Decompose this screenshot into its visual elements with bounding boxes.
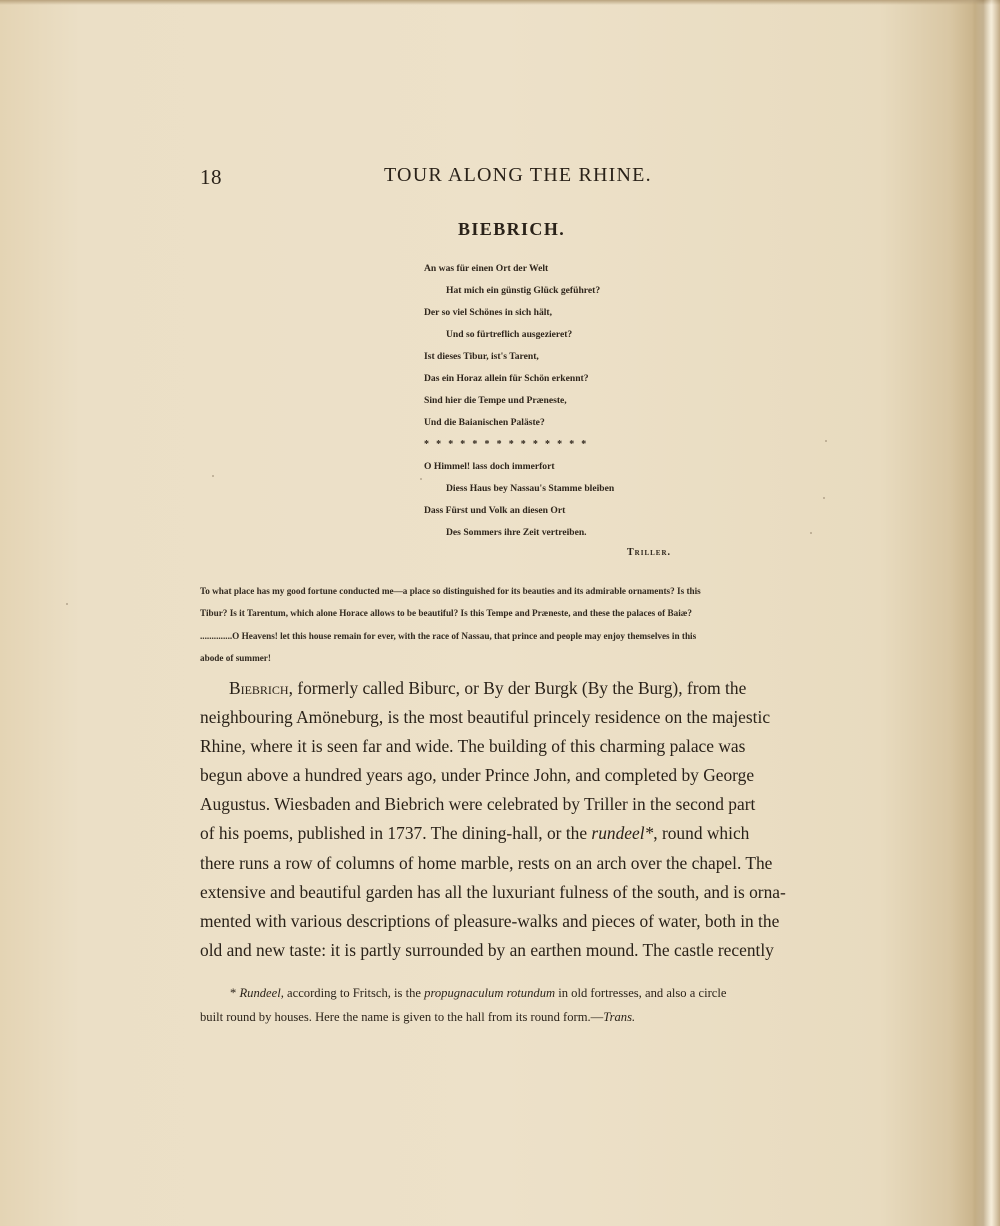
- footnote-signature: Trans.: [603, 1010, 636, 1024]
- body-line-text: , round which: [653, 823, 750, 844]
- footnote-text: built round by houses. Here the name is given to the hall from its round form.—: [200, 1010, 604, 1024]
- paper-speck: [212, 475, 214, 477]
- poem: [424, 258, 724, 544]
- poem-line: Des Sommers ihre Zeit vertreiben.: [446, 527, 587, 538]
- poem-line: Und so fürtreflich ausgezieret?: [446, 329, 573, 340]
- poem-asterisk-divider: * * * * * * * * * * * * * *: [424, 439, 589, 450]
- translation-line: To what place has my good fortune conducted me—a place so distinguished for its beauties and its admirable ornaments? Is this: [200, 586, 701, 596]
- body-line: there runs a row of columns of home marble, rests on an arch over the chapel. The: [200, 852, 773, 873]
- poem-line: Sind hier die Tempe und Præneste,: [424, 395, 567, 406]
- body-line: old and new taste: it is partly surrounded by an earthen mound. The castle recently: [200, 939, 774, 960]
- footnote: [200, 981, 840, 1029]
- paper-speck: [823, 497, 825, 499]
- body-line: Rhine, where it is seen far and wide. The building of this charming palace was: [200, 736, 746, 757]
- translation-line: ..............O Heavens! let this house remain for ever, with the race of Nassau, that prince and people may enjoy themselves in this: [200, 630, 697, 641]
- section-title: BIEBRICH.: [458, 219, 566, 239]
- poem-line: Das ein Horaz allein für Schön erkennt?: [424, 373, 589, 384]
- running-title: TOUR ALONG THE RHINE.: [384, 164, 652, 186]
- poem-line: Und die Baianischen Paläste?: [424, 417, 545, 428]
- lead-word: Biebrich,: [229, 678, 293, 698]
- body-line: begun above a hundred years ago, under Prince John, and completed by George: [200, 765, 755, 786]
- footnote-line: [200, 1005, 840, 1029]
- footnote-latin: propugnaculum rotundum: [424, 986, 556, 1000]
- poem-line: Dass Fürst und Volk an diesen Ort: [424, 505, 566, 516]
- translation-line: Tibur? Is it Tarentum, which alone Horace allows to be beautiful? Is this Tempe and Præneste, and these the palaces of Baiæ?: [200, 608, 692, 619]
- footnote-term: Rundeel,: [239, 986, 284, 1000]
- body-line: neighbouring Amöneburg, is the most beautiful princely residence on the majestic: [200, 707, 771, 728]
- poem-line: An was für einen Ort der Welt: [424, 263, 549, 274]
- poem-line: Hat mich ein günstig Glück geführet?: [446, 285, 601, 296]
- poem-translation: [200, 580, 834, 669]
- body-line: extensive and beautiful garden has all the luxuriant fulness of the south, and is orna-: [200, 881, 786, 902]
- footnote-line: [200, 981, 840, 1005]
- page-number: 18: [200, 165, 222, 189]
- poem-line: Ist dieses Tibur, ist's Tarent,: [424, 351, 539, 362]
- body-line: [200, 819, 834, 848]
- translation-line: abode of summer!: [200, 652, 271, 663]
- footnote-text: according to Fritsch, is the: [283, 986, 425, 1000]
- footnote-text: in old fortresses, and also a circle: [555, 986, 727, 1000]
- paper-speck: [66, 603, 68, 605]
- poem-line: O Himmel! lass doch immerfort: [424, 461, 555, 472]
- body-line-text: of his poems, published in 1737. The dining-hall, or the: [200, 823, 592, 844]
- poem-attribution: Triller.: [627, 547, 672, 558]
- poem-line: Diess Haus bey Nassau's Stamme bleiben: [446, 483, 615, 494]
- footnote-reference: rundeel*: [591, 823, 654, 844]
- body-line-text: formerly called Biburc, or By der Burgk (By the Burg), from the: [292, 678, 747, 698]
- footnote-marker: *: [230, 986, 240, 1000]
- body-paragraph: [200, 674, 834, 965]
- body-line: Augustus. Wiesbaden and Biebrich were celebrated by Triller in the second part: [200, 794, 756, 815]
- paper-speck: [825, 440, 827, 442]
- page-top-edge: [0, 0, 1000, 5]
- book-gutter-shadow: [972, 0, 1000, 1226]
- poem-line: Der so viel Schönes in sich hält,: [424, 307, 553, 318]
- body-line: [229, 674, 834, 703]
- paper-speck: [810, 532, 812, 534]
- body-line: mented with various descriptions of pleasure-walks and pieces of water, both in the: [200, 910, 780, 931]
- paper-speck: [420, 478, 422, 480]
